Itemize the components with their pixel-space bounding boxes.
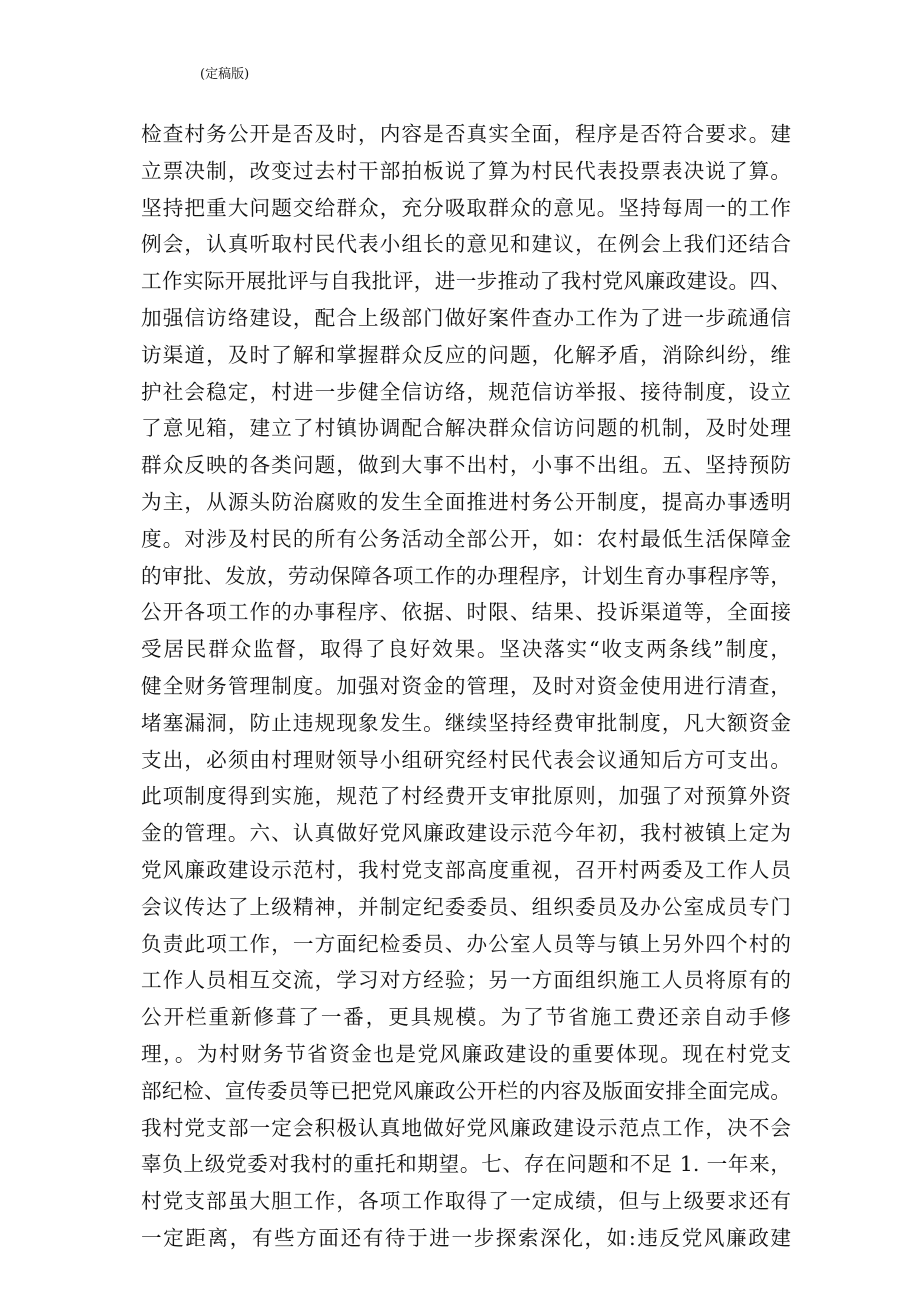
body-text xyxy=(141,116,791,1257)
text-line: 受居民群众监督，取得了良好效果。坚决落实“收支两条线”制度， xyxy=(141,637,791,662)
text-line: 工作实际开展批评与自我批评，进一步推动了我村党风廉政建设。四、 xyxy=(141,269,791,294)
text-line: 部纪检、宣传委员等已把党风廉政公开栏的内容及版面安排全面完成。 xyxy=(141,1078,791,1103)
text-line: 公开栏重新修葺了一番，更具规模。为了节省施工费还亲自动手修 xyxy=(141,1005,791,1030)
text-line: 访渠道，及时了解和掌握群众反应的问题，化解矛盾，消除纠纷，维 xyxy=(141,342,791,367)
text-line: 加强信访络建设，配合上级部门做好案件查办工作为了进一步疏通信 xyxy=(141,305,791,330)
text-line: 此项制度得到实施，规范了村经费开支审批原则，加强了对预算外资 xyxy=(141,784,791,809)
text-line: 公开各项工作的办事程序、依据、时限、结果、投诉渠道等，全面接 xyxy=(141,600,791,625)
text-line: 会议传达了上级精神，并制定纪委委员、组织委员及办公室成员专门 xyxy=(141,894,791,919)
text-line: 支出，必须由村理财领导小组研究经村民代表会议通知后方可支出。 xyxy=(141,747,791,772)
text-line: 例会，认真听取村民代表小组长的意见和建议，在例会上我们还结合 xyxy=(141,232,791,257)
version-note: (定稿版) xyxy=(200,67,250,82)
text-line: 了意见箱，建立了村镇协调配合解决群众信访问题的机制，及时处理 xyxy=(141,416,791,441)
text-line: 党风廉政建设示范村，我村党支部高度重视，召开村两委及工作人员 xyxy=(141,857,791,882)
text-line: 立票决制，改变过去村干部拍板说了算为村民代表投票表决说了算。 xyxy=(141,158,791,183)
text-line: 金的管理。六、认真做好党风廉政建设示范今年初，我村被镇上定为 xyxy=(141,821,791,846)
text-line: 一定距离，有些方面还有待于进一步探索深化，如:违反党风廉政建 xyxy=(141,1225,791,1250)
text-line: 护社会稳定，村进一步健全信访络，规范信访举报、接待制度，设立 xyxy=(141,379,791,404)
text-line: 检查村务公开是否及时，内容是否真实全面，程序是否符合要求。建 xyxy=(141,122,791,146)
text-line: 辜负上级党委对我村的重托和期望。七、存在问题和不足 1. 一年来， xyxy=(141,1152,791,1177)
text-line: 我村党支部一定会积极认真地做好党风廉政建设示范点工作，决不会 xyxy=(141,1115,791,1140)
text-line: 理，。为村财务节省资金也是党风廉政建设的重要体现。现在村党支 xyxy=(141,1041,791,1066)
text-line: 工作人员相互交流，学习对方经验；另一方面组织施工人员将原有的 xyxy=(141,968,791,993)
text-line: 群众反映的各类问题，做到大事不出村，小事不出组。五、坚持预防 xyxy=(141,453,791,478)
text-line: 为主，从源头防治腐败的发生全面推进村务公开制度，提高办事透明 xyxy=(141,489,791,514)
text-line: 村党支部虽大胆工作，各项工作取得了一定成绩，但与上级要求还有 xyxy=(141,1189,791,1214)
text-line: 的审批、发放，劳动保障各项工作的办理程序，计划生育办事程序等， xyxy=(141,563,791,588)
text-line: 度。对涉及村民的所有公务活动全部公开，如：农村最低生活保障金 xyxy=(141,526,791,551)
text-line: 健全财务管理制度。加强对资金的管理，及时对资金使用进行清查， xyxy=(141,673,791,698)
text-line: 负责此项工作，一方面纪检委员、办公室人员等与镇上另外四个村的 xyxy=(141,931,791,956)
text-line: 坚持把重大问题交给群众，充分吸取群众的意见。坚持每周一的工作 xyxy=(141,195,791,220)
text-line: 堵塞漏洞，防止违规现象发生。继续坚持经费审批制度，凡大额资金 xyxy=(141,710,791,735)
